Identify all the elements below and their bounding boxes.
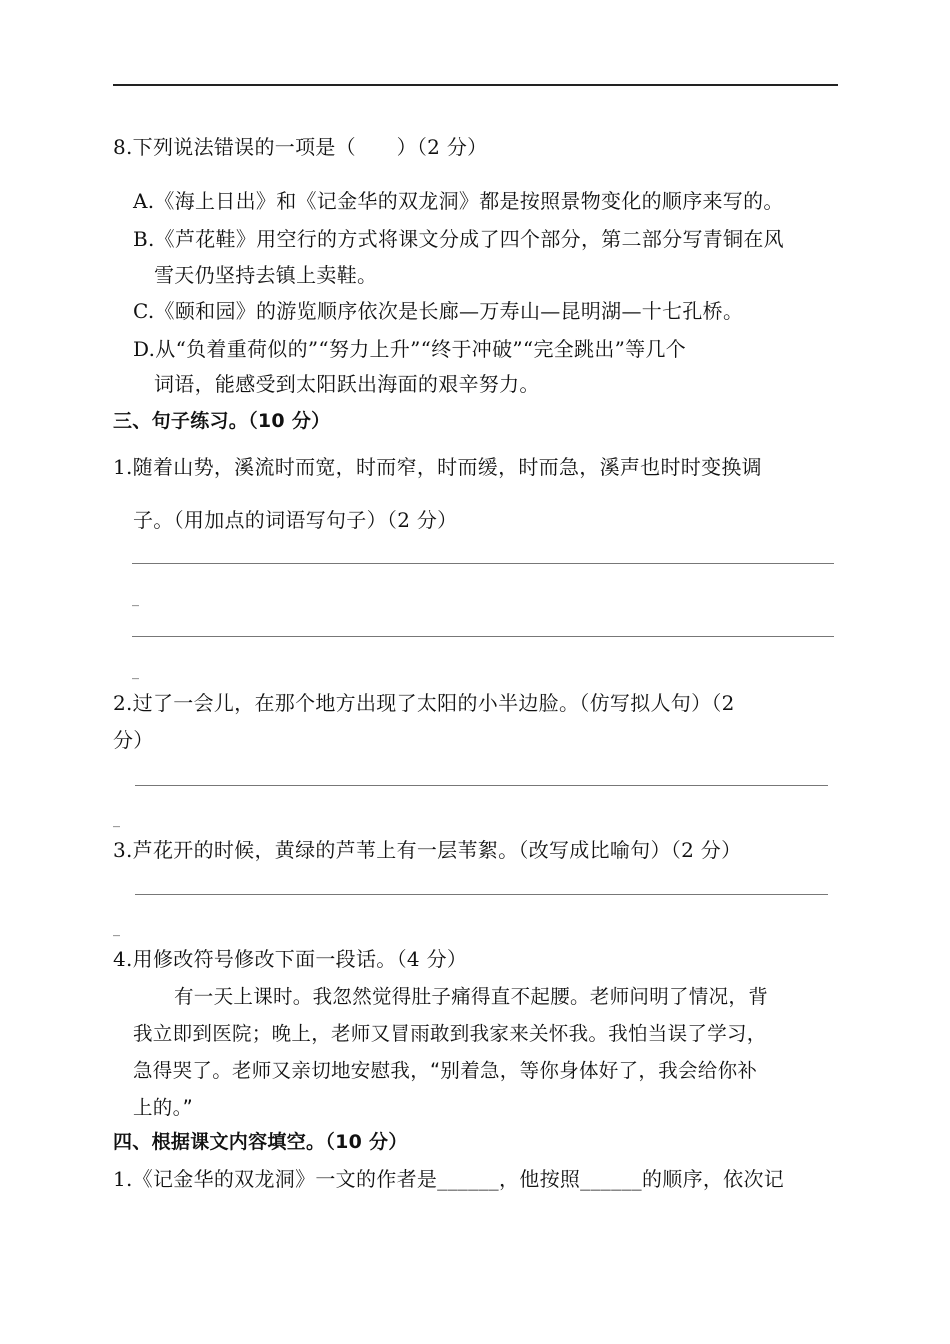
- q8-option-d-line1: D.从“负着重荷似的”“努力上升”“终于冲破”“完全跳出”等几个: [133, 337, 687, 361]
- s3-q1-line2: 子。（用加点的词语写句子）（2 分）: [133, 508, 458, 532]
- answer-line-tail: _: [113, 812, 120, 828]
- s4-q1: 1.《记金华的双龙洞》一文的作者是______，他按照______的顺序，依次记: [113, 1167, 785, 1191]
- answer-line[interactable]: [135, 785, 828, 786]
- s3-q4: 4.用修改符号修改下面一段话。（4 分）: [113, 947, 468, 971]
- top-rule: [113, 84, 838, 86]
- answer-line[interactable]: [132, 636, 834, 637]
- q8-stem: 8.下列说法错误的一项是（ ）（2 分）: [113, 135, 488, 159]
- s3-q1-line1: 1.随着山势，溪流时而宽，时而窄，时而缓，时而急，溪声也时时变换调: [113, 455, 762, 479]
- q8-option-d-line2: 词语，能感受到太阳跃出海面的艰辛努力。: [154, 372, 540, 396]
- paragraph-line-4: 上的。”: [133, 1096, 194, 1119]
- s3-q3: 3.芦花开的时候，黄绿的芦苇上有一层苇絮。（改写成比喻句）（2 分）: [113, 838, 742, 862]
- s3-q2-line1: 2.过了一会儿，在那个地方出现了太阳的小半边脸。（仿写拟人句）（2: [113, 691, 735, 715]
- answer-line-tail: _: [132, 664, 139, 680]
- s3-q2-line2: 分）: [113, 728, 154, 752]
- answer-line-tail: _: [132, 591, 139, 607]
- section3-heading: 三、句子练习。（10 分）: [113, 410, 331, 432]
- q8-option-b-line1: B.《芦花鞋》用空行的方式将课文分成了四个部分，第二部分写青铜在风: [133, 227, 784, 251]
- q8-option-a: A.《海上日出》和《记金华的双龙洞》都是按照景物变化的顺序来写的。: [133, 189, 784, 213]
- answer-line[interactable]: [132, 563, 834, 564]
- q8-option-b-line2: 雪天仍坚持去镇上卖鞋。: [154, 263, 378, 287]
- answer-line-tail: _: [113, 921, 120, 937]
- paragraph-line-2: 我立即到医院；晚上，老师又冒雨敢到我家来关怀我。我怕当误了学习，: [133, 1022, 767, 1045]
- answer-line[interactable]: [135, 894, 828, 895]
- q8-option-c: C.《颐和园》的游览顺序依次是长廊—万寿山—昆明湖—十七孔桥。: [133, 299, 744, 323]
- section4-heading: 四、根据课文内容填空。（10 分）: [113, 1131, 408, 1153]
- paragraph-line-1: 有一天上课时。我忽然觉得肚子痛得直不起腰。老师问明了情况，背: [174, 985, 769, 1008]
- paragraph-line-3: 急得哭了。老师又亲切地安慰我，“别着急，等你身体好了，我会给你补: [133, 1059, 758, 1082]
